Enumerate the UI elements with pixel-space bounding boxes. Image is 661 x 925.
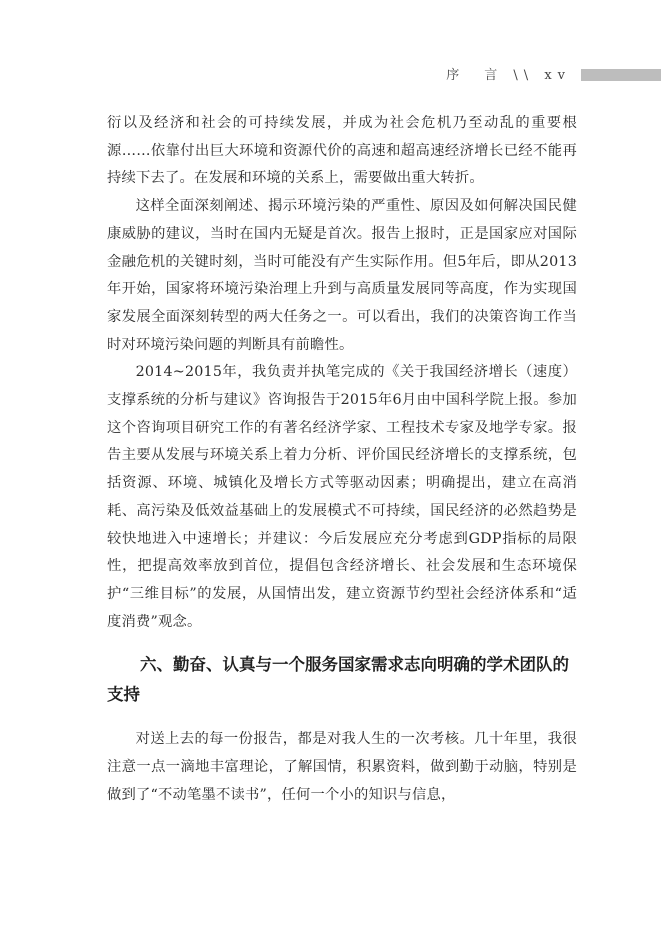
paragraph-continued: 衍以及经济和社会的可持续发展，并成为社会危机乃至动乱的重要根源……依靠付出巨大环境和资源代价的高速和超高速经济增长已经不能再持续下去了。在发展和环境的关系上，需要做出重大转折。 [107,115,577,187]
page-number: xv [544,68,571,83]
section-heading: 六、勤奋、认真与一个服务国家需求志向明确的学术团队的支持 [107,655,569,705]
section-title: 序 言 [446,68,504,83]
paragraph: 这样全面深刻阐述、揭示环境污染的严重性、原因及如何解决国民健康威胁的建议，当时在国内无疑是首次。报告上报时，正是国家应对国际金融危机的关键时刻，当时可能没有产生实际作用。但5年后，即从2013年开始，国家将环境污染治理上升到与高质量发展同等高度，作为实现国家发展全面深刻转型的两大任务之一。可以看出，我们的决策咨询工作当时对环境污染问题的判断具有前瞻性。 [107,198,577,353]
header-separator: \\ [513,68,535,83]
running-header-text [446,64,571,83]
page-body [107,110,577,809]
running-header [0,64,661,84]
paragraph: 对送上去的每一份报告，都是对我人生的一次考核。几十年里，我很注意一点一滴地丰富理论，了解国情，积累资料，做到勤于动脑，特别是做到了“不动笔墨不读书”，任何一个小的知识与信息， [107,731,577,803]
header-decorative-bar [581,69,661,81]
paragraph: 2014~2015年，我负责并执笔完成的《关于我国经济增长（速度）支撑系统的分析与建议》咨询报告于2015年6月由中国科学院上报。参加这个咨询项目研究工作的有著名经济学家、工程技术专家及地学专家。报告主要从发展与环境关系上着力分析、评价国民经济增长的支撑系统，包括资源、环境、城镇化及增长方式等驱动因素；明确提出，建立在高消耗、高污染及低效益基础上的发展模式不可持续，国民经济的必然趋势是较快地进入中速增长；并建议：今后发展应充分考虑到GDP指标的局限性，把提高效率放到首位，提倡包含经济增长、社会发展和生态环境保护“三维目标”的发展，从国情出发，建立资源节约型社会经济体系和“适度消费”观念。 [107,364,577,630]
